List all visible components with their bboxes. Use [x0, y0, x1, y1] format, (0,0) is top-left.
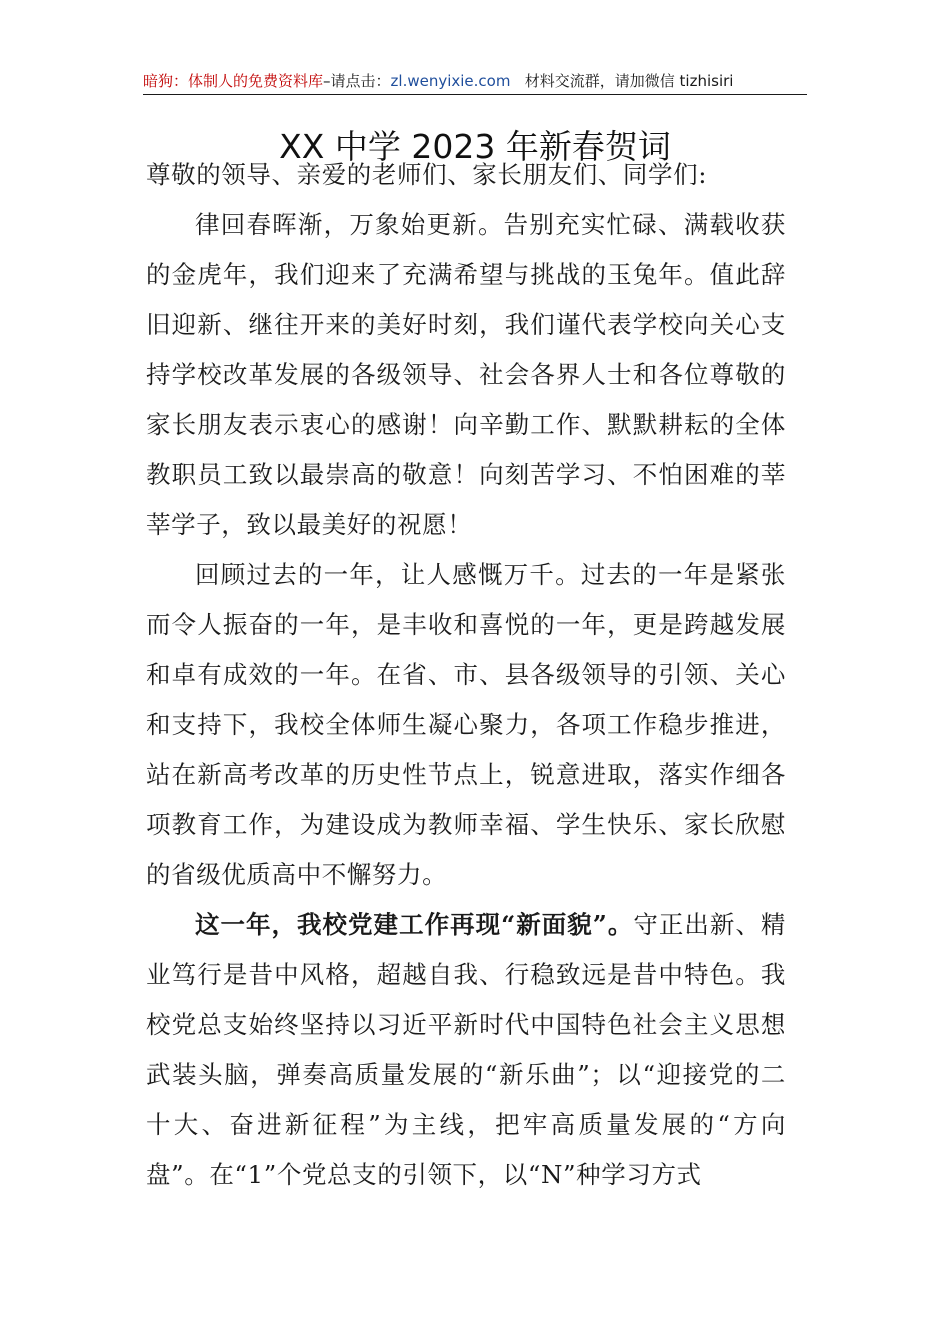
paragraph-text: 回顾过去的一年，让人感慨万千。过去的一年是紧张而令人振奋的一年，是丰收和喜悦的一年，更是跨越发展和卓有成效的一年。在省、市、县各级领导的引领、关心和支持下，我校全体师生凝心聚力，各项工作稳步推进，站在新高考改革的历史性节点上，锐意进取，落实作细各项教育工作，为建设成为教师幸福、学生快乐、家长欣慰的省级优质高中不懈努力。 — [146, 560, 786, 889]
header-link[interactable]: zl.wenyixie.com — [390, 72, 511, 90]
paragraph-3 — [146, 900, 786, 1200]
header-brand: 暗狗：体制人的免费资料库 — [143, 72, 324, 90]
paragraph-1 — [146, 200, 786, 550]
header-link-prompt: –请点击： — [323, 72, 391, 90]
header-group-note: 材料交流群，请加微信 tizhisiri — [524, 72, 734, 90]
document-body — [146, 150, 786, 1200]
salutation: 尊敬的领导、亲爱的老师们、家长朋友们、同学们: — [146, 160, 708, 189]
header-divider — [143, 94, 807, 95]
watermark-header — [143, 68, 807, 94]
paragraph-lead: 这一年，我校党建工作再现“新面貌”。 — [195, 910, 634, 939]
paragraph-text: 律回春晖渐，万象始更新。告别充实忙碌、满载收获的金虎年，我们迎来了充满希望与挑战的玉兔年。值此辞旧迎新、继往开来的美好时刻，我们谨代表学校向关心支持学校改革发展的各级领导、社会各界人士和各位尊敬的家长朋友表示衷心的感谢！向辛勤工作、默默耕耘的全体教职员工致以最崇高的敬意！向刻苦学习、不怕困难的莘莘学子，致以最美好的祝愿！ — [146, 210, 786, 539]
document-title: XX 中学 2023 年新春贺词 — [279, 127, 671, 166]
paragraph-text: 守正出新、精业笃行是昔中风格，超越自我、行稳致远是昔中特色。我校党总支始终坚持以习近平新时代中国特色社会主义思想武装头脑，弹奏高质量发展的“新乐曲”；以“迎接党的二十大、奋进新征程”为主线，把牢高质量发展的“方向盘”。在“1”个党总支的引领下，以“N”种学习方式 — [146, 910, 787, 1189]
paragraph-2 — [146, 550, 786, 900]
